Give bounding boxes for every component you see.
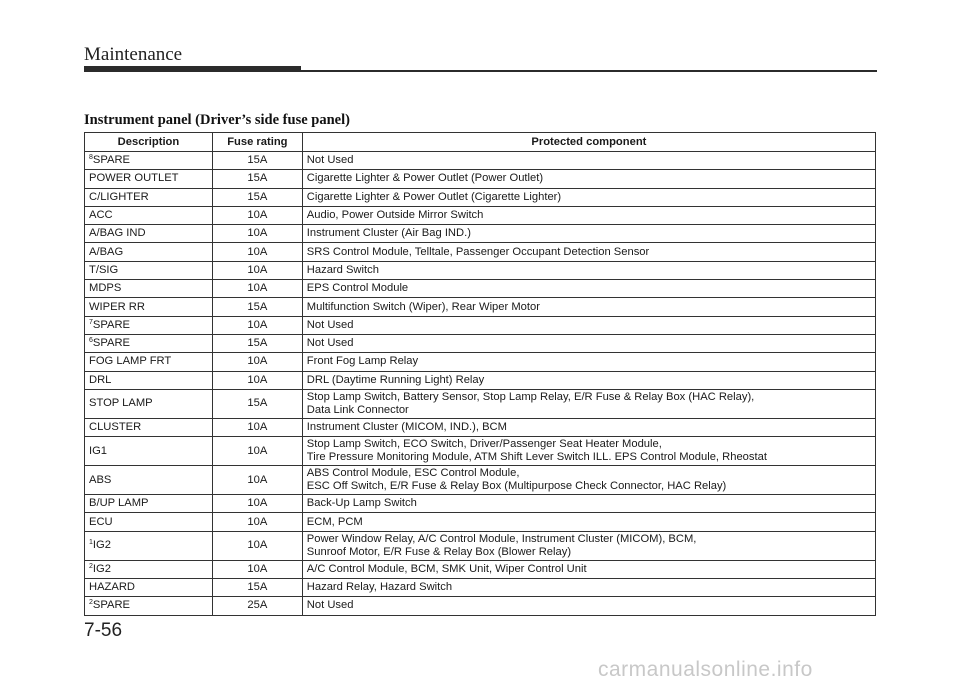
- protected-component-cell: [302, 560, 875, 578]
- fuse-description-cell: [85, 152, 213, 170]
- section-title: Instrument panel (Driver’s side fuse panel): [84, 112, 350, 128]
- protected-component-line: Stop Lamp Switch, Battery Sensor, Stop Lamp Relay, E/R Fuse & Relay Box (HAC Relay),: [306, 390, 755, 403]
- column-header-protected-component: Protected component: [302, 133, 875, 152]
- protected-component-line: Not Used: [306, 318, 354, 331]
- protected-component-line: SRS Control Module, Telltale, Passenger Occupant Detection Sensor: [306, 245, 650, 258]
- protected-component-line: ECM, PCM: [306, 515, 363, 528]
- fuse-description-text: IG1: [89, 444, 108, 457]
- protected-component-cell: [302, 418, 875, 436]
- fuse-rating-cell: 10A: [212, 437, 302, 466]
- fuse-description-cell: [85, 437, 213, 466]
- fuse-description-text: A/BAG: [89, 245, 124, 258]
- fuse-table: [84, 132, 876, 616]
- fuse-description-text: POWER OUTLET: [89, 172, 179, 185]
- fuse-rating-cell: 25A: [212, 597, 302, 615]
- protected-component-line: A/C Control Module, BCM, SMK Unit, Wiper Control Unit: [306, 562, 587, 575]
- fuse-description-text: HAZARD: [89, 581, 135, 594]
- fuse-rating-cell: 10A: [212, 353, 302, 371]
- protected-component-cell: [302, 170, 875, 188]
- fuse-description-text: SPARE: [92, 154, 131, 167]
- protected-component-line: Cigarette Lighter & Power Outlet (Power Outlet): [306, 172, 544, 185]
- fuse-description-text: ACC: [89, 209, 113, 222]
- table-row: [85, 316, 876, 334]
- column-header-fuse-rating: Fuse rating: [212, 133, 302, 152]
- fuse-description-cell: [85, 531, 213, 560]
- fuse-description-text: A/BAG IND: [89, 227, 146, 240]
- table-row: [85, 560, 876, 578]
- protected-component-cell: [302, 371, 875, 389]
- fuse-rating-cell: 15A: [212, 170, 302, 188]
- fuse-rating-cell: 10A: [212, 531, 302, 560]
- fuse-rating-cell: 10A: [212, 261, 302, 279]
- table-row: [85, 466, 876, 495]
- protected-component-line: Tire Pressure Monitoring Module, ATM Shift Lever Switch ILL. EPS Control Module, Rheostat: [306, 451, 767, 464]
- protected-component-cell: [302, 152, 875, 170]
- table-row: [85, 531, 876, 560]
- fuse-footnote-marker: 6: [89, 337, 93, 345]
- column-header-description: Description: [85, 133, 213, 152]
- protected-component-line: Front Fog Lamp Relay: [306, 355, 419, 368]
- protected-component-line: ESC Off Switch, E/R Fuse & Relay Box (Multipurpose Check Connector, HAC Relay): [306, 480, 727, 493]
- protected-component-cell: [302, 531, 875, 560]
- protected-component-line: Hazard Switch: [306, 263, 379, 276]
- fuse-description-cell: [85, 188, 213, 206]
- fuse-description-cell: [85, 389, 213, 418]
- fuse-rating-cell: 15A: [212, 389, 302, 418]
- protected-component-line: Audio, Power Outside Mirror Switch: [306, 209, 484, 222]
- table-row: [85, 353, 876, 371]
- protected-component-line: Instrument Cluster (Air Bag IND.): [306, 227, 471, 240]
- fuse-description-cell: [85, 334, 213, 352]
- protected-component-cell: [302, 188, 875, 206]
- protected-component-cell: [302, 243, 875, 261]
- fuse-rating-cell: 10A: [212, 243, 302, 261]
- table-row: [85, 225, 876, 243]
- table-row: [85, 495, 876, 513]
- table-row: [85, 579, 876, 597]
- protected-component-cell: [302, 298, 875, 316]
- watermark: carmanualsonline.info: [598, 658, 813, 681]
- protected-component-cell: [302, 513, 875, 531]
- fuse-footnote-marker: 1: [89, 539, 93, 547]
- protected-component-cell: [302, 206, 875, 224]
- protected-component-line: Instrument Cluster (MICOM, IND.), BCM: [306, 421, 507, 433]
- table-row: [85, 206, 876, 224]
- protected-component-cell: [302, 597, 875, 615]
- fuse-rating-cell: 10A: [212, 513, 302, 531]
- protected-component-line: Hazard Relay, Hazard Switch: [306, 581, 453, 594]
- protected-component-cell: [302, 280, 875, 298]
- protected-component-cell: [302, 437, 875, 466]
- fuse-description-text: ABS: [89, 473, 112, 486]
- fuse-description-text: MDPS: [89, 282, 122, 295]
- protected-component-line: Back-Up Lamp Switch: [306, 497, 417, 510]
- protected-component-line: Cigarette Lighter & Power Outlet (Cigarette Lighter): [306, 190, 562, 203]
- fuse-description-cell: [85, 495, 213, 513]
- protected-component-cell: [302, 579, 875, 597]
- table-row: [85, 334, 876, 352]
- fuse-footnote-marker: 7: [89, 318, 93, 326]
- table-row: [85, 597, 876, 615]
- fuse-table-body: [85, 152, 876, 616]
- table-row: [85, 188, 876, 206]
- fuse-description-cell: [85, 560, 213, 578]
- fuse-description-text: WIPER RR: [89, 300, 145, 313]
- protected-component-cell: [302, 261, 875, 279]
- fuse-rating-cell: 10A: [212, 280, 302, 298]
- fuse-rating-cell: 15A: [212, 152, 302, 170]
- fuse-description-text: CLUSTER: [89, 421, 142, 433]
- fuse-description-text: B/UP LAMP: [89, 497, 149, 510]
- fuse-description-text: STOP LAMP: [89, 397, 153, 410]
- fuse-description-cell: [85, 579, 213, 597]
- fuse-rating-cell: 15A: [212, 188, 302, 206]
- fuse-description-text: DRL: [89, 373, 112, 386]
- fuse-description-text: SPARE: [92, 337, 131, 350]
- protected-component-line: Not Used: [306, 599, 354, 612]
- protected-component-cell: [302, 389, 875, 418]
- protected-component-line: Not Used: [306, 154, 354, 167]
- fuse-description-cell: [85, 243, 213, 261]
- fuse-footnote-marker: 8: [89, 154, 93, 162]
- protected-component-line: Multifunction Switch (Wiper), Rear Wiper Motor: [306, 300, 540, 313]
- fuse-rating-cell: 10A: [212, 495, 302, 513]
- fuse-description-text: ECU: [89, 515, 113, 528]
- table-row: [85, 170, 876, 188]
- fuse-description-cell: [85, 316, 213, 334]
- protected-component-cell: [302, 466, 875, 495]
- fuse-description-cell: [85, 371, 213, 389]
- fuse-description-text: C/LIGHTER: [89, 190, 149, 203]
- fuse-description-cell: [85, 353, 213, 371]
- protected-component-line: DRL (Daytime Running Light) Relay: [306, 373, 485, 386]
- table-header-row: [85, 133, 876, 152]
- fuse-description-cell: [85, 206, 213, 224]
- protected-component-cell: [302, 334, 875, 352]
- fuse-description-cell: [85, 466, 213, 495]
- table-row: [85, 243, 876, 261]
- protected-component-line: Sunroof Motor, E/R Fuse & Relay Box (Blower Relay): [306, 545, 572, 558]
- protected-component-line: ABS Control Module, ESC Control Module,: [306, 467, 520, 480]
- table-row: [85, 371, 876, 389]
- fuse-rating-cell: 15A: [212, 334, 302, 352]
- protected-component-line: EPS Control Module: [306, 282, 409, 295]
- protected-component-line: Not Used: [306, 337, 354, 350]
- fuse-description-text: SPARE: [92, 318, 131, 331]
- table-row: [85, 298, 876, 316]
- fuse-rating-cell: 10A: [212, 466, 302, 495]
- fuse-rating-cell: 15A: [212, 579, 302, 597]
- protected-component-cell: [302, 316, 875, 334]
- fuse-description-text: T/SIG: [89, 263, 119, 276]
- fuse-description-text: SPARE: [92, 599, 131, 612]
- fuse-rating-cell: 10A: [212, 371, 302, 389]
- fuse-description-cell: [85, 170, 213, 188]
- table-row: [85, 513, 876, 531]
- fuse-description-cell: [85, 261, 213, 279]
- protected-component-cell: [302, 495, 875, 513]
- fuse-rating-cell: 10A: [212, 206, 302, 224]
- fuse-description-text: IG2: [92, 539, 111, 552]
- fuse-description-cell: [85, 418, 213, 436]
- fuse-rating-cell: 10A: [212, 418, 302, 436]
- header-rule-thick: [84, 66, 301, 72]
- fuse-description-text: FOG LAMP FRT: [89, 355, 172, 368]
- protected-component-line: Power Window Relay, A/C Control Module, Instrument Cluster (MICOM), BCM,: [306, 532, 697, 545]
- protected-component-line: Stop Lamp Switch, ECO Switch, Driver/Passenger Seat Heater Module,: [306, 438, 662, 451]
- table-row: [85, 389, 876, 418]
- protected-component-cell: [302, 353, 875, 371]
- fuse-description-text: IG2: [92, 562, 111, 575]
- fuse-description-cell: [85, 280, 213, 298]
- protected-component-cell: [302, 225, 875, 243]
- protected-component-line: Data Link Connector: [306, 403, 409, 416]
- fuse-footnote-marker: 2: [89, 599, 93, 607]
- fuse-description-cell: [85, 513, 213, 531]
- page-number: 7-56: [84, 620, 123, 641]
- page-header-title: Maintenance: [84, 44, 183, 65]
- table-row: [85, 280, 876, 298]
- fuse-footnote-marker: 2: [89, 562, 93, 570]
- table-row: [85, 437, 876, 466]
- fuse-description-cell: [85, 597, 213, 615]
- fuse-description-cell: [85, 225, 213, 243]
- table-row: [85, 261, 876, 279]
- fuse-rating-cell: 10A: [212, 560, 302, 578]
- fuse-description-cell: [85, 298, 213, 316]
- table-row: [85, 152, 876, 170]
- fuse-rating-cell: 15A: [212, 298, 302, 316]
- table-row: [85, 418, 876, 436]
- header-rule-thin: [301, 70, 877, 72]
- fuse-rating-cell: 10A: [212, 316, 302, 334]
- fuse-rating-cell: 10A: [212, 225, 302, 243]
